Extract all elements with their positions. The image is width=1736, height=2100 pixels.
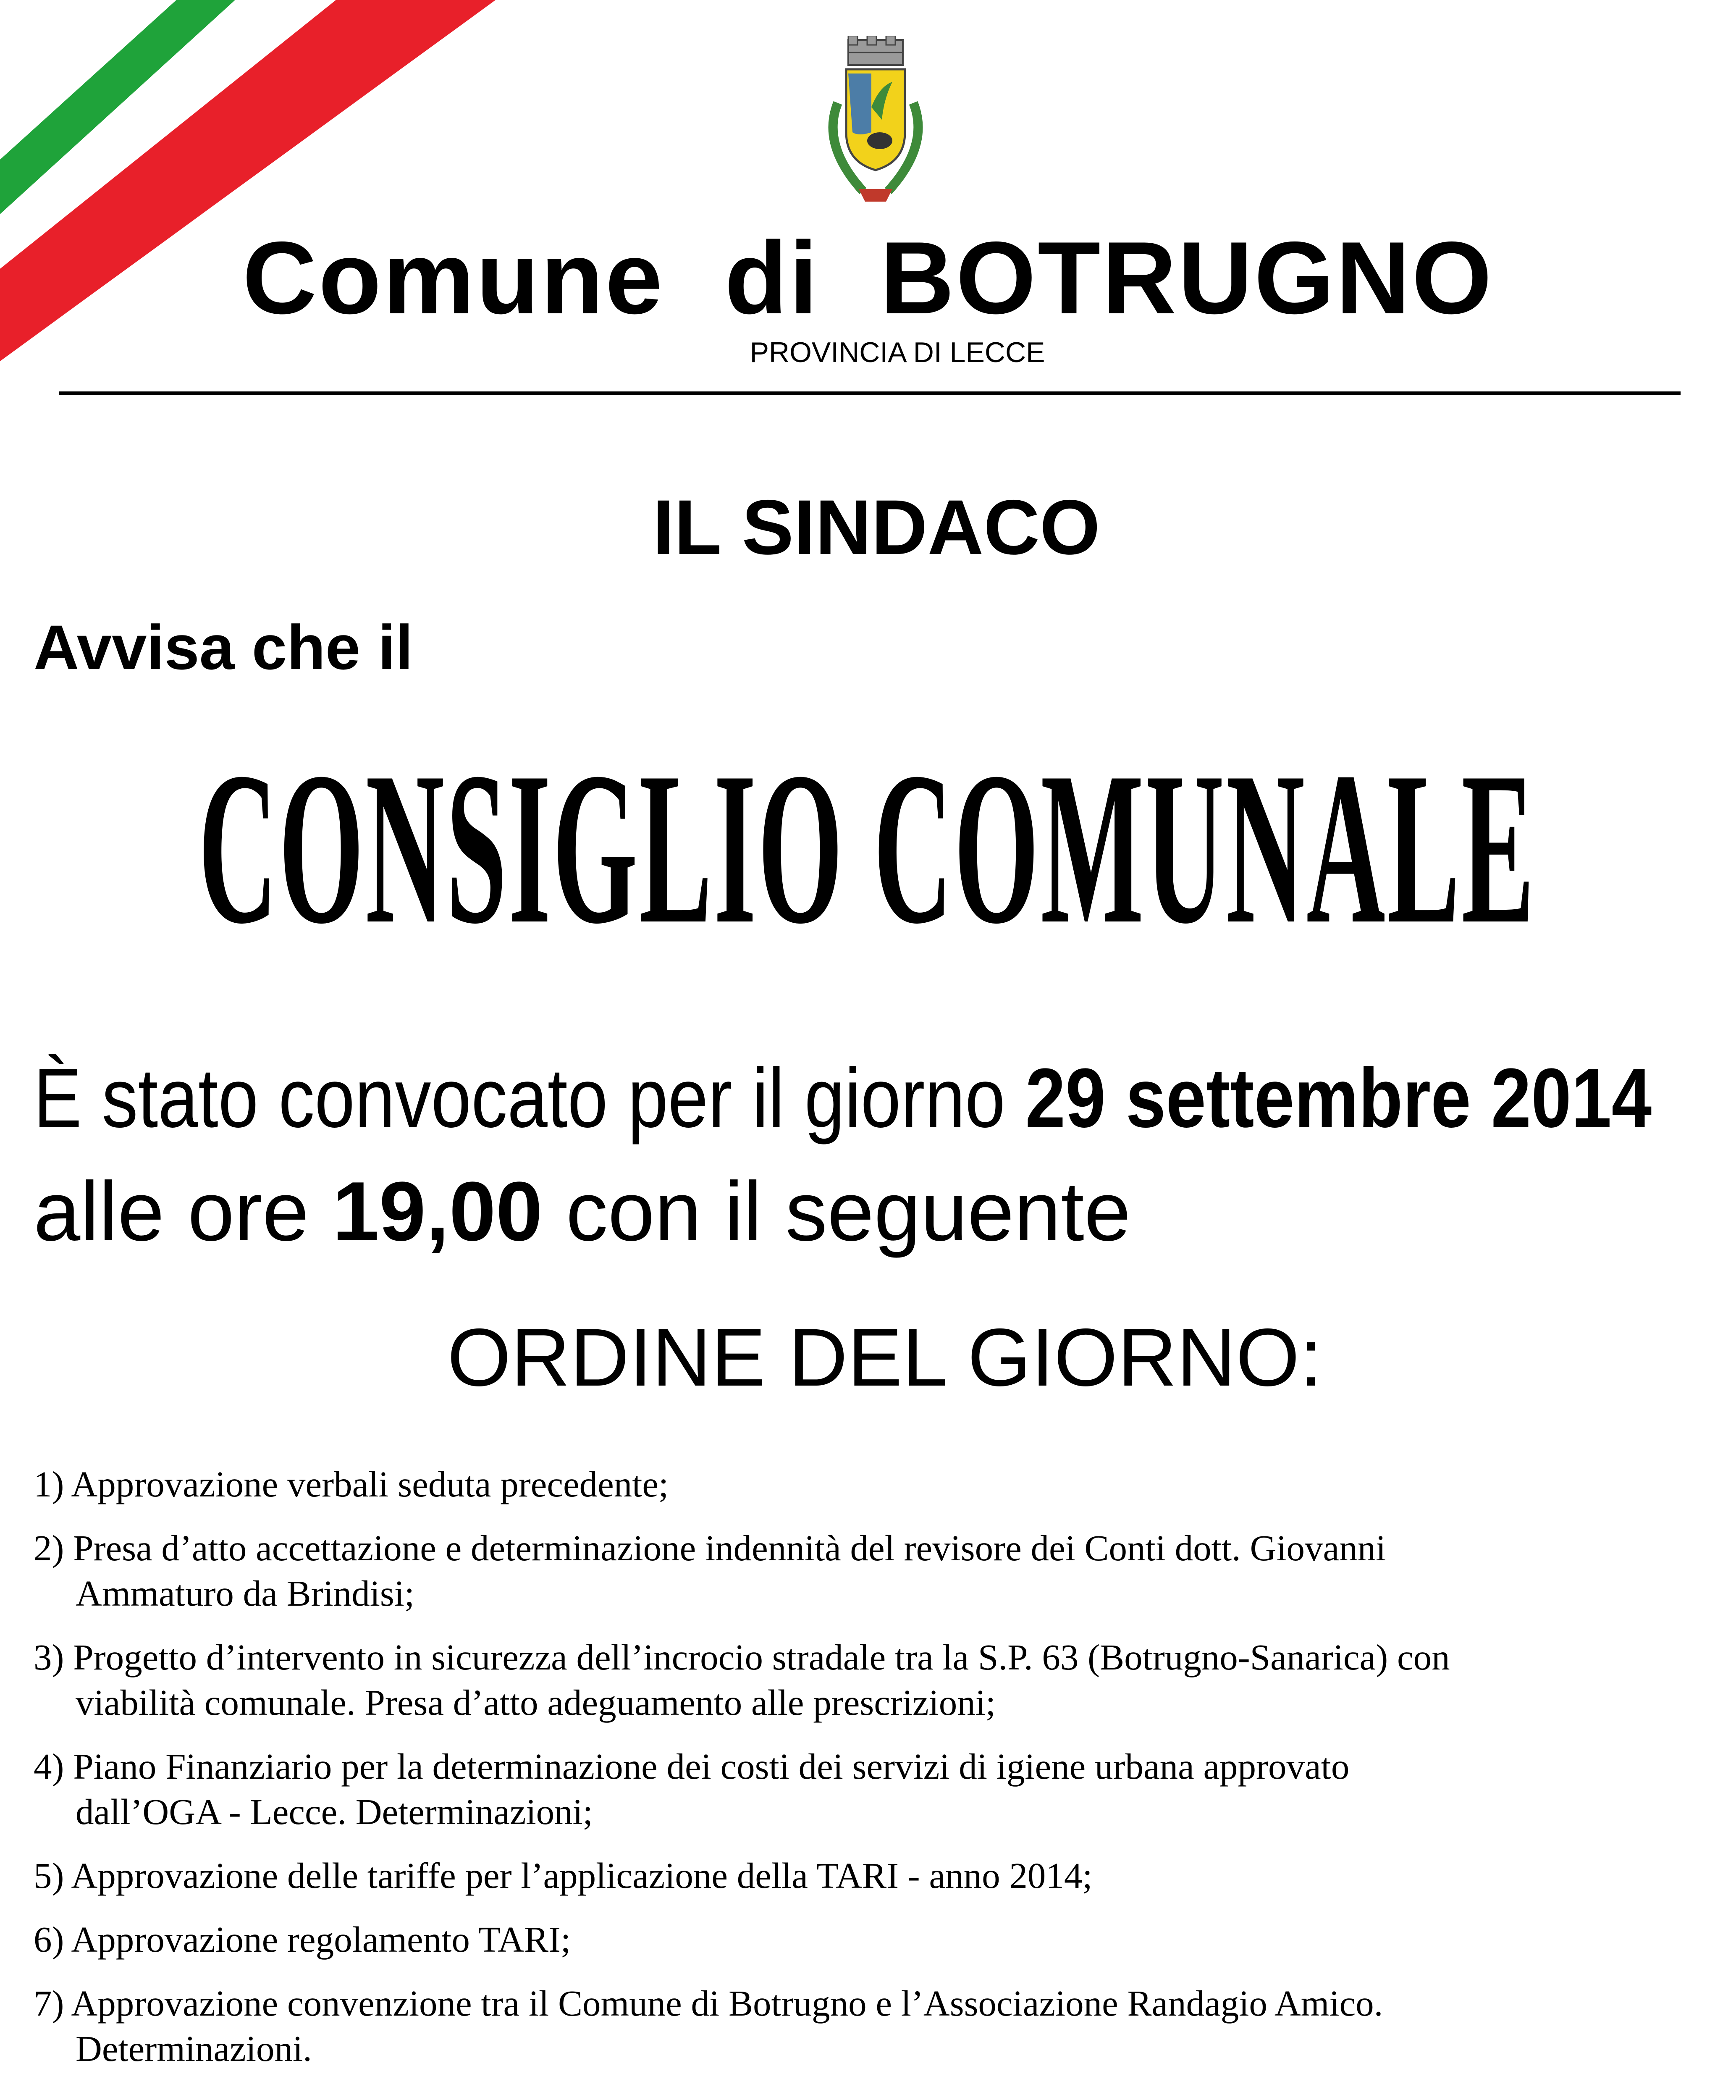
agenda-item <box>34 1525 1671 1616</box>
agenda-item <box>34 1635 1671 1725</box>
convocation-date-prefix: È stato convocato per il giorno <box>34 1051 1025 1145</box>
convocation-date: 29 settembre 2014 <box>1025 1051 1652 1145</box>
agenda-item-text: 4) Piano Finanziario per la determinazione dei costi dei servizi di igiene urbana approvato <box>34 1746 1350 1787</box>
agenda-item <box>34 1853 1671 1898</box>
agenda-item-continuation: viabilità comunale. Presa d’atto adeguamento alle prescrizioni; <box>76 1682 996 1723</box>
municipality-name: Comune di BOTRUGNO <box>242 220 1494 335</box>
agenda-item <box>34 1917 1671 1962</box>
agenda-item <box>34 1462 1671 1507</box>
convocation-time-line <box>34 1163 1131 1260</box>
agenda-item-continuation: Ammaturo da Brindisi; <box>76 1573 415 1614</box>
convocation-time-prefix: alle ore <box>34 1165 333 1258</box>
mayor-heading: IL SINDACO <box>653 484 1100 571</box>
municipal-coat-of-arms-icon <box>808 36 943 204</box>
header-divider <box>59 391 1681 395</box>
agenda-item-text: 5) Approvazione delle tariffe per l’applicazione della TARI - anno 2014; <box>34 1855 1093 1896</box>
agenda-heading: ORDINE DEL GIORNO: <box>447 1312 1322 1403</box>
convocation-time-suffix: con il seguente <box>543 1165 1131 1258</box>
notice-intro: Avvisa che il <box>34 612 413 682</box>
convocation-date-line <box>34 1050 1652 1147</box>
agenda-item <box>34 1744 1671 1835</box>
agenda-list <box>34 1462 1671 2090</box>
convocation-time: 19,00 <box>332 1165 543 1258</box>
agenda-item-continuation: dall’OGA - Lecce. Determinazioni; <box>76 1791 593 1832</box>
agenda-item-text: 3) Progetto d’intervento in sicurezza dell’incrocio stradale tra la S.P. 63 (Botrugno-Sanarica) con <box>34 1637 1450 1677</box>
province-name: PROVINCIA DI LECCE <box>750 336 1045 368</box>
agenda-item-text: 6) Approvazione regolamento TARI; <box>34 1919 571 1960</box>
notice-title: CONSIGLIO COMUNALE <box>198 727 1536 969</box>
agenda-item-text: 2) Presa d’atto accettazione e determinazione indennità del revisore dei Conti dott. Giovanni <box>34 1528 1386 1568</box>
agenda-item-continuation: Determinazioni. <box>76 2028 312 2069</box>
agenda-item <box>34 1981 1671 2071</box>
agenda-item-text: 7) Approvazione convenzione tra il Comune di Botrugno e l’Associazione Randagio Amico. <box>34 1983 1383 2024</box>
agenda-item-text: 1) Approvazione verbali seduta precedente; <box>34 1464 669 1504</box>
